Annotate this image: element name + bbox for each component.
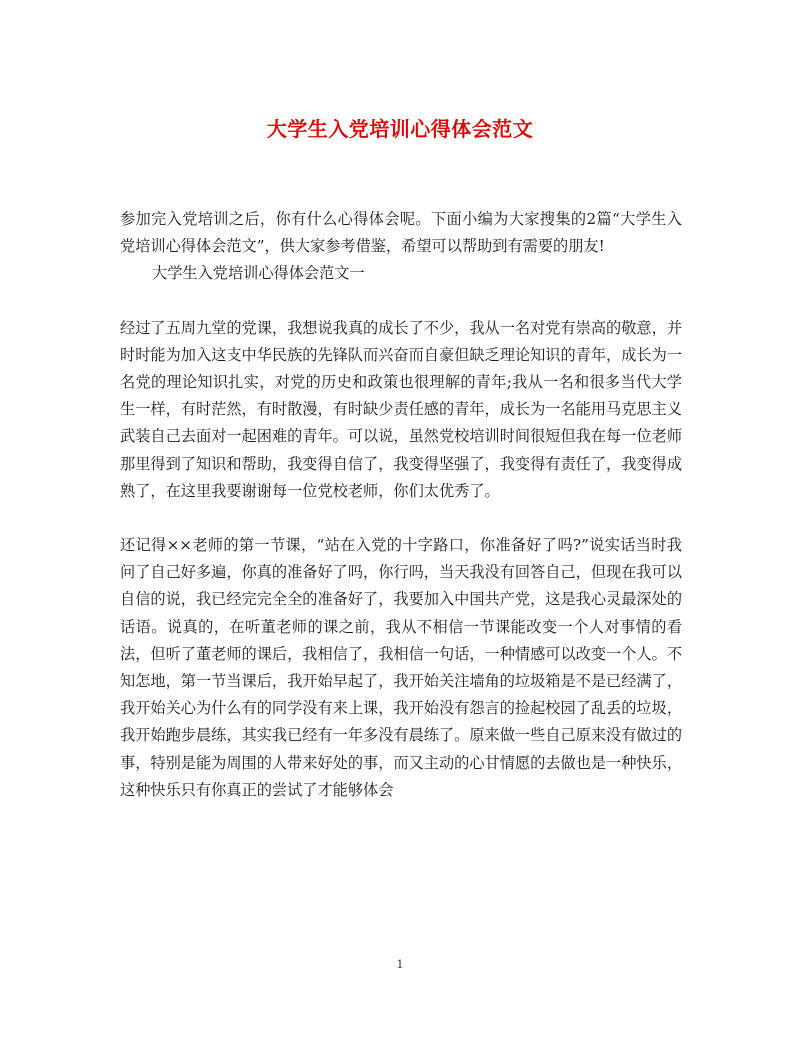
page-number: 1 <box>396 958 404 971</box>
document-title: 大学生入党培训心得体会范文 <box>266 117 534 141</box>
intro-paragraph: 参加完入党培训之后，你有什么心得体会呢。下面小编为大家搜集的2篇“大学生入党培训心得体会范文”，供大家参考借鉴，希望可以帮助到有需要的朋友! <box>120 210 682 256</box>
body-paragraph-2: 还记得××老师的第一节课，“站在入党的十字路口，你准备好了吗?”说实话当时我问了自己好多遍，你真的准备好了吗，你行吗，当天我没有回答自己，但现在我可以自信的说，我已经完完全全的准备好了，我要加入中国共产党，这是我心灵最深处的话语。说真的，在听董老师的课之前，我从不相信一节课能改变一个人对事情的看法，但听了董老师的课后，我相信了，我相信一句话，一种情感可以改变一个人。不知怎地，第一节当课后，我开始早起了，我开始关注墙角的垃圾箱是不是已经满了，我开始关心为什么有的同学没有来上课，我开始没有怨言的捡起校园了乱丢的垃圾，我开始跑步晨练，其实我已经有一年多没有晨练了。原来做一些自己原来没有做过的事，特别是能为周围的人带来好处的事，而又主动的心甘情愿的去做也是一种快乐，这种快乐只有你真正的尝试了才能够体会 <box>120 536 682 799</box>
body-paragraph-1: 经过了五周九堂的党课，我想说我真的成长了不少，我从一名对党有崇高的敬意，并时时能为加入这支中华民族的先锋队而兴奋而自豪但缺乏理论知识的青年，成长为一名党的理论知识扎实，对党的历史和政策也很理解的青年;我从一名和很多当代大学生一样，有时茫然，有时散漫，有时缺少责任感的青年，成长为一名能用马克思主义武装自己去面对一起困难的青年。可以说，虽然党校培训时间很短但我在每一位老师那里得到了知识和帮助，我变得自信了，我变得坚强了，我变得有责任了，我变得成熟了，在这里我要谢谢每一位党校老师，你们太优秀了。 <box>120 318 682 500</box>
section-subheading: 大学生入党培训心得体会范文一 <box>152 264 365 283</box>
document-body <box>120 206 682 831</box>
